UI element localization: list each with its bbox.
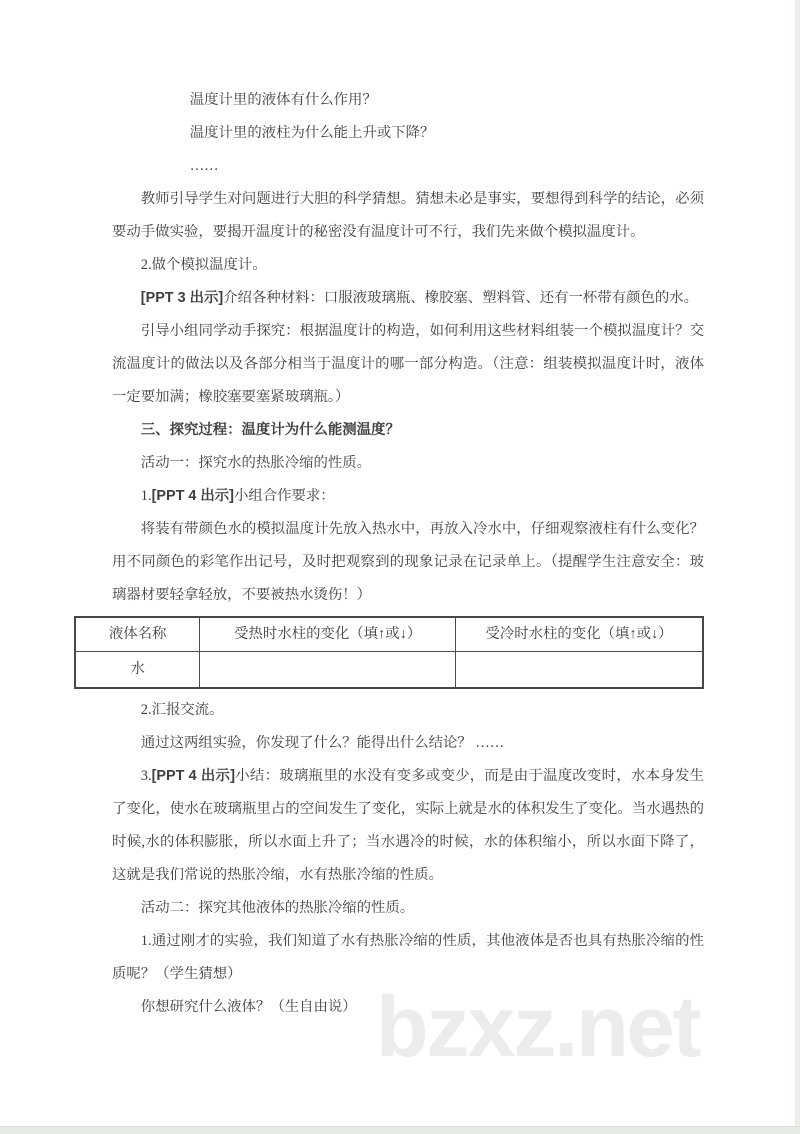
scan-edge-bottom	[0, 1126, 800, 1134]
table-header-row	[75, 617, 703, 652]
table-cell	[456, 652, 703, 688]
table-header-cell: 受冷时水柱的变化（填↑或↓）	[456, 617, 703, 652]
table-header-cell: 液体名称	[75, 617, 200, 652]
record-table	[74, 616, 704, 689]
ppt-cue: [PPT 3 出示]	[140, 290, 224, 306]
text-segment: 小组合作要求：	[233, 488, 335, 504]
text-segment: 2.汇报交流。	[140, 701, 224, 718]
paragraph	[112, 991, 704, 1024]
document-body	[108, 84, 704, 1024]
paragraph	[112, 727, 704, 760]
paragraph	[112, 892, 704, 925]
text-segment: 1.通过刚才的实验，我们知道了水有热胀冷缩的性质，其他液体是否也具有热胀冷缩的性质呢？（学生猜想）	[112, 932, 704, 982]
paragraph	[112, 183, 704, 249]
table-cell: 水	[75, 652, 200, 688]
text-segment: 教师引导学生对问题进行大胆的科学猜想。猜想未必是事实，要想得到科学的结论，必须要动手做实验，要揭开温度计的秘密没有温度计可不行，我们先来做个模拟温度计。	[112, 191, 704, 240]
paragraph	[112, 694, 704, 727]
paragraph	[112, 513, 704, 612]
ppt-cue: [PPT 4 出示]	[151, 488, 234, 504]
paragraph	[112, 480, 704, 513]
text-segment: 活动二：探究其他液体的热胀冷缩的性质。	[140, 899, 415, 916]
table-header-cell: 受热时水柱的变化（填↑或↓）	[200, 617, 456, 652]
text-segment: 介绍各种材料：口服液玻璃瓶、橡胶塞、塑料管、还有一杯带有颜色的水。	[223, 290, 699, 306]
text-segment: 小结：玻璃瓶里的水没有变多或变少，而是由于温度改变时，水本身发生了变化，使水在玻璃瓶里占的空间发生了变化，实际上就是水的体积发生了变化。当水遇热的时候,水的体积膨胀，所以水面上升了；当水遇冷的时候，水的体积缩小，所以水面下降了，这就是我们常说的热胀冷缩，水有热胀冷缩的性质。	[112, 767, 704, 883]
text-segment: 温度计里的液柱为什么能上升或下降？	[189, 125, 435, 141]
section-heading	[112, 414, 704, 447]
text-segment: 你想研究什么液体？（生自由说）	[140, 998, 357, 1015]
question-line	[112, 117, 704, 150]
paragraph	[112, 925, 704, 991]
watermark: bzxz.net	[376, 979, 700, 1075]
text-segment: 将装有带颜色水的模拟温度计先放入热水中，再放入冷水中，仔细观察液柱有什么变化？用不同颜色的彩笔作出记号，及时把观察到的现象记录在记录单上。（提醒学生注意安全：玻璃器材要轻拿轻放，不要被热水烫伤！）	[112, 521, 704, 603]
text-segment: 1.	[140, 488, 152, 504]
paragraph	[112, 315, 704, 414]
ppt-cue: [PPT 4 出示]	[151, 767, 236, 784]
question-line	[112, 150, 704, 183]
paragraph	[112, 760, 704, 892]
paragraph	[112, 249, 704, 282]
text-segment: ……	[189, 158, 219, 174]
text-segment: 温度计里的液体有什么作用？	[189, 92, 377, 108]
text-segment: 三、探究过程：温度计为什么能测温度？	[140, 422, 400, 438]
text-segment: 引导小组同学动手探究：根据温度计的构造，如何利用这些材料组装一个模拟温度计？交流温度计的做法以及各部分相当于温度计的哪一部分构造。（注意：组装模拟温度计时，液体一定要加满；橡胶塞要塞紧玻璃瓶。）	[112, 323, 704, 405]
table-row	[75, 652, 703, 688]
text-segment: 通过这两组实验，你发现了什么？能得出什么结论？ ……	[140, 734, 505, 751]
question-line	[112, 84, 704, 117]
text-segment: 2.做个模拟温度计。	[140, 257, 267, 273]
paragraph	[112, 447, 704, 480]
table-cell	[200, 652, 456, 688]
text-segment: 3.	[140, 767, 152, 784]
scan-edge-right	[795, 0, 800, 1134]
text-segment: 活动一：探究水的热胀冷缩的性质。	[140, 455, 372, 471]
paragraph	[112, 282, 704, 315]
